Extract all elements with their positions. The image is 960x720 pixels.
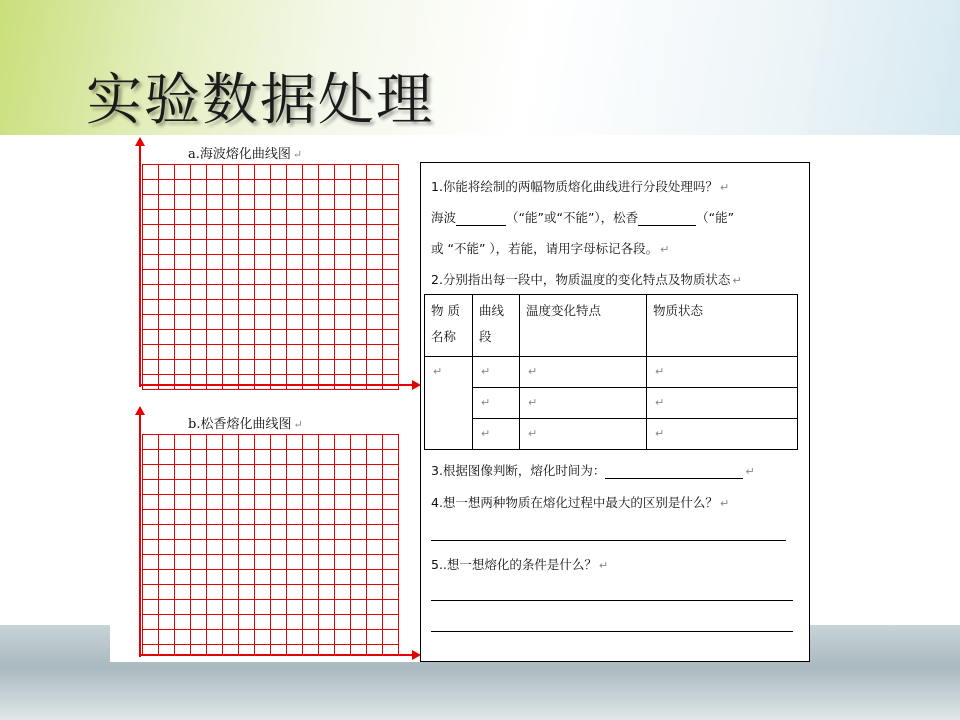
return-mark: ↵ — [481, 427, 491, 440]
table-row — [425, 419, 798, 450]
question-box — [420, 162, 810, 662]
chart-b-x-axis — [139, 654, 413, 656]
chart-b-y-arrow — [135, 406, 145, 415]
question-5-text: 5..想一想熔化的条件是什么？ — [431, 557, 597, 572]
table-header-state: 物质状态 — [647, 295, 798, 357]
table-cell[interactable] — [520, 388, 647, 419]
return-mark: ↵ — [433, 365, 443, 378]
return-mark: ↵ — [481, 365, 491, 378]
table-row — [425, 357, 798, 388]
return-mark: ↵ — [293, 418, 303, 431]
table-cell[interactable] — [520, 357, 647, 388]
return-mark: ↵ — [528, 365, 538, 378]
return-mark: ↵ — [655, 365, 665, 378]
chart-b-y-axis — [139, 414, 141, 657]
question-1-instruction: 或 “不能” ），若能，请用字母标记各段。 — [431, 241, 659, 256]
return-mark: ↵ — [655, 427, 665, 440]
answer-line-q4[interactable] — [431, 540, 786, 541]
return-mark: ↵ — [745, 465, 755, 478]
table-cell[interactable] — [425, 357, 473, 450]
return-mark: ↵ — [655, 396, 665, 409]
return-mark: ↵ — [660, 243, 670, 256]
table-row — [425, 388, 798, 419]
return-mark: ↵ — [598, 559, 609, 572]
chart-b-label: b.松香熔化曲线图 — [188, 417, 292, 432]
chart-a-y-axis — [139, 144, 141, 387]
table-header-name: 物 质 名称 — [425, 295, 473, 357]
question-3-text: 3.根据图像判断，熔化时间为： — [431, 463, 606, 478]
answer-blank-melting-time[interactable] — [605, 466, 743, 479]
question-2-text: 2.分别指出每一段中，物质温度的变化特点及物质状态 — [431, 272, 731, 287]
answer-blank-songxiang[interactable] — [638, 213, 696, 226]
chart-b-grid — [142, 434, 399, 656]
table-cell[interactable] — [647, 388, 798, 419]
table-cell[interactable] — [520, 419, 647, 450]
table-cell[interactable] — [647, 419, 798, 450]
slide-title: 实验数据处理 — [86, 68, 434, 133]
chart-a-x-axis — [139, 384, 413, 386]
chart-a-y-arrow — [135, 137, 145, 146]
return-mark: ↵ — [528, 427, 538, 440]
answer-line-q5-2[interactable] — [431, 631, 793, 632]
question-1-choice-end: （“能” — [696, 210, 735, 225]
chart-a-grid — [142, 164, 399, 390]
return-mark: ↵ — [732, 274, 742, 287]
return-mark: ↵ — [481, 396, 491, 409]
return-mark: ↵ — [292, 148, 303, 161]
property-table — [424, 294, 798, 450]
question-1-text: 1.你能将绘制的两幅物质熔化曲线进行分段处理吗？ — [431, 179, 718, 194]
table-header-row — [425, 295, 798, 357]
table-cell[interactable] — [473, 357, 520, 388]
table-cell[interactable] — [473, 388, 520, 419]
return-mark: ↵ — [719, 181, 730, 194]
table-header-segment: 曲线 段 — [473, 295, 520, 357]
return-mark: ↵ — [719, 497, 730, 510]
answer-line-q5-1[interactable] — [431, 600, 793, 601]
question-4-text: 4.想一想两种物质在熔化过程中最大的区别是什么？ — [431, 495, 718, 510]
question-1-choice: （“能”或“不能”），松香 — [506, 210, 639, 225]
table-cell[interactable] — [647, 357, 798, 388]
table-header-temp: 温度变化特点 — [520, 295, 647, 357]
answer-blank-haibo[interactable] — [456, 213, 506, 226]
table-cell[interactable] — [473, 419, 520, 450]
chart-a-label: a.海波熔化曲线图 — [188, 147, 291, 162]
question-1-haibo: 海波 — [431, 210, 457, 225]
return-mark: ↵ — [528, 396, 538, 409]
